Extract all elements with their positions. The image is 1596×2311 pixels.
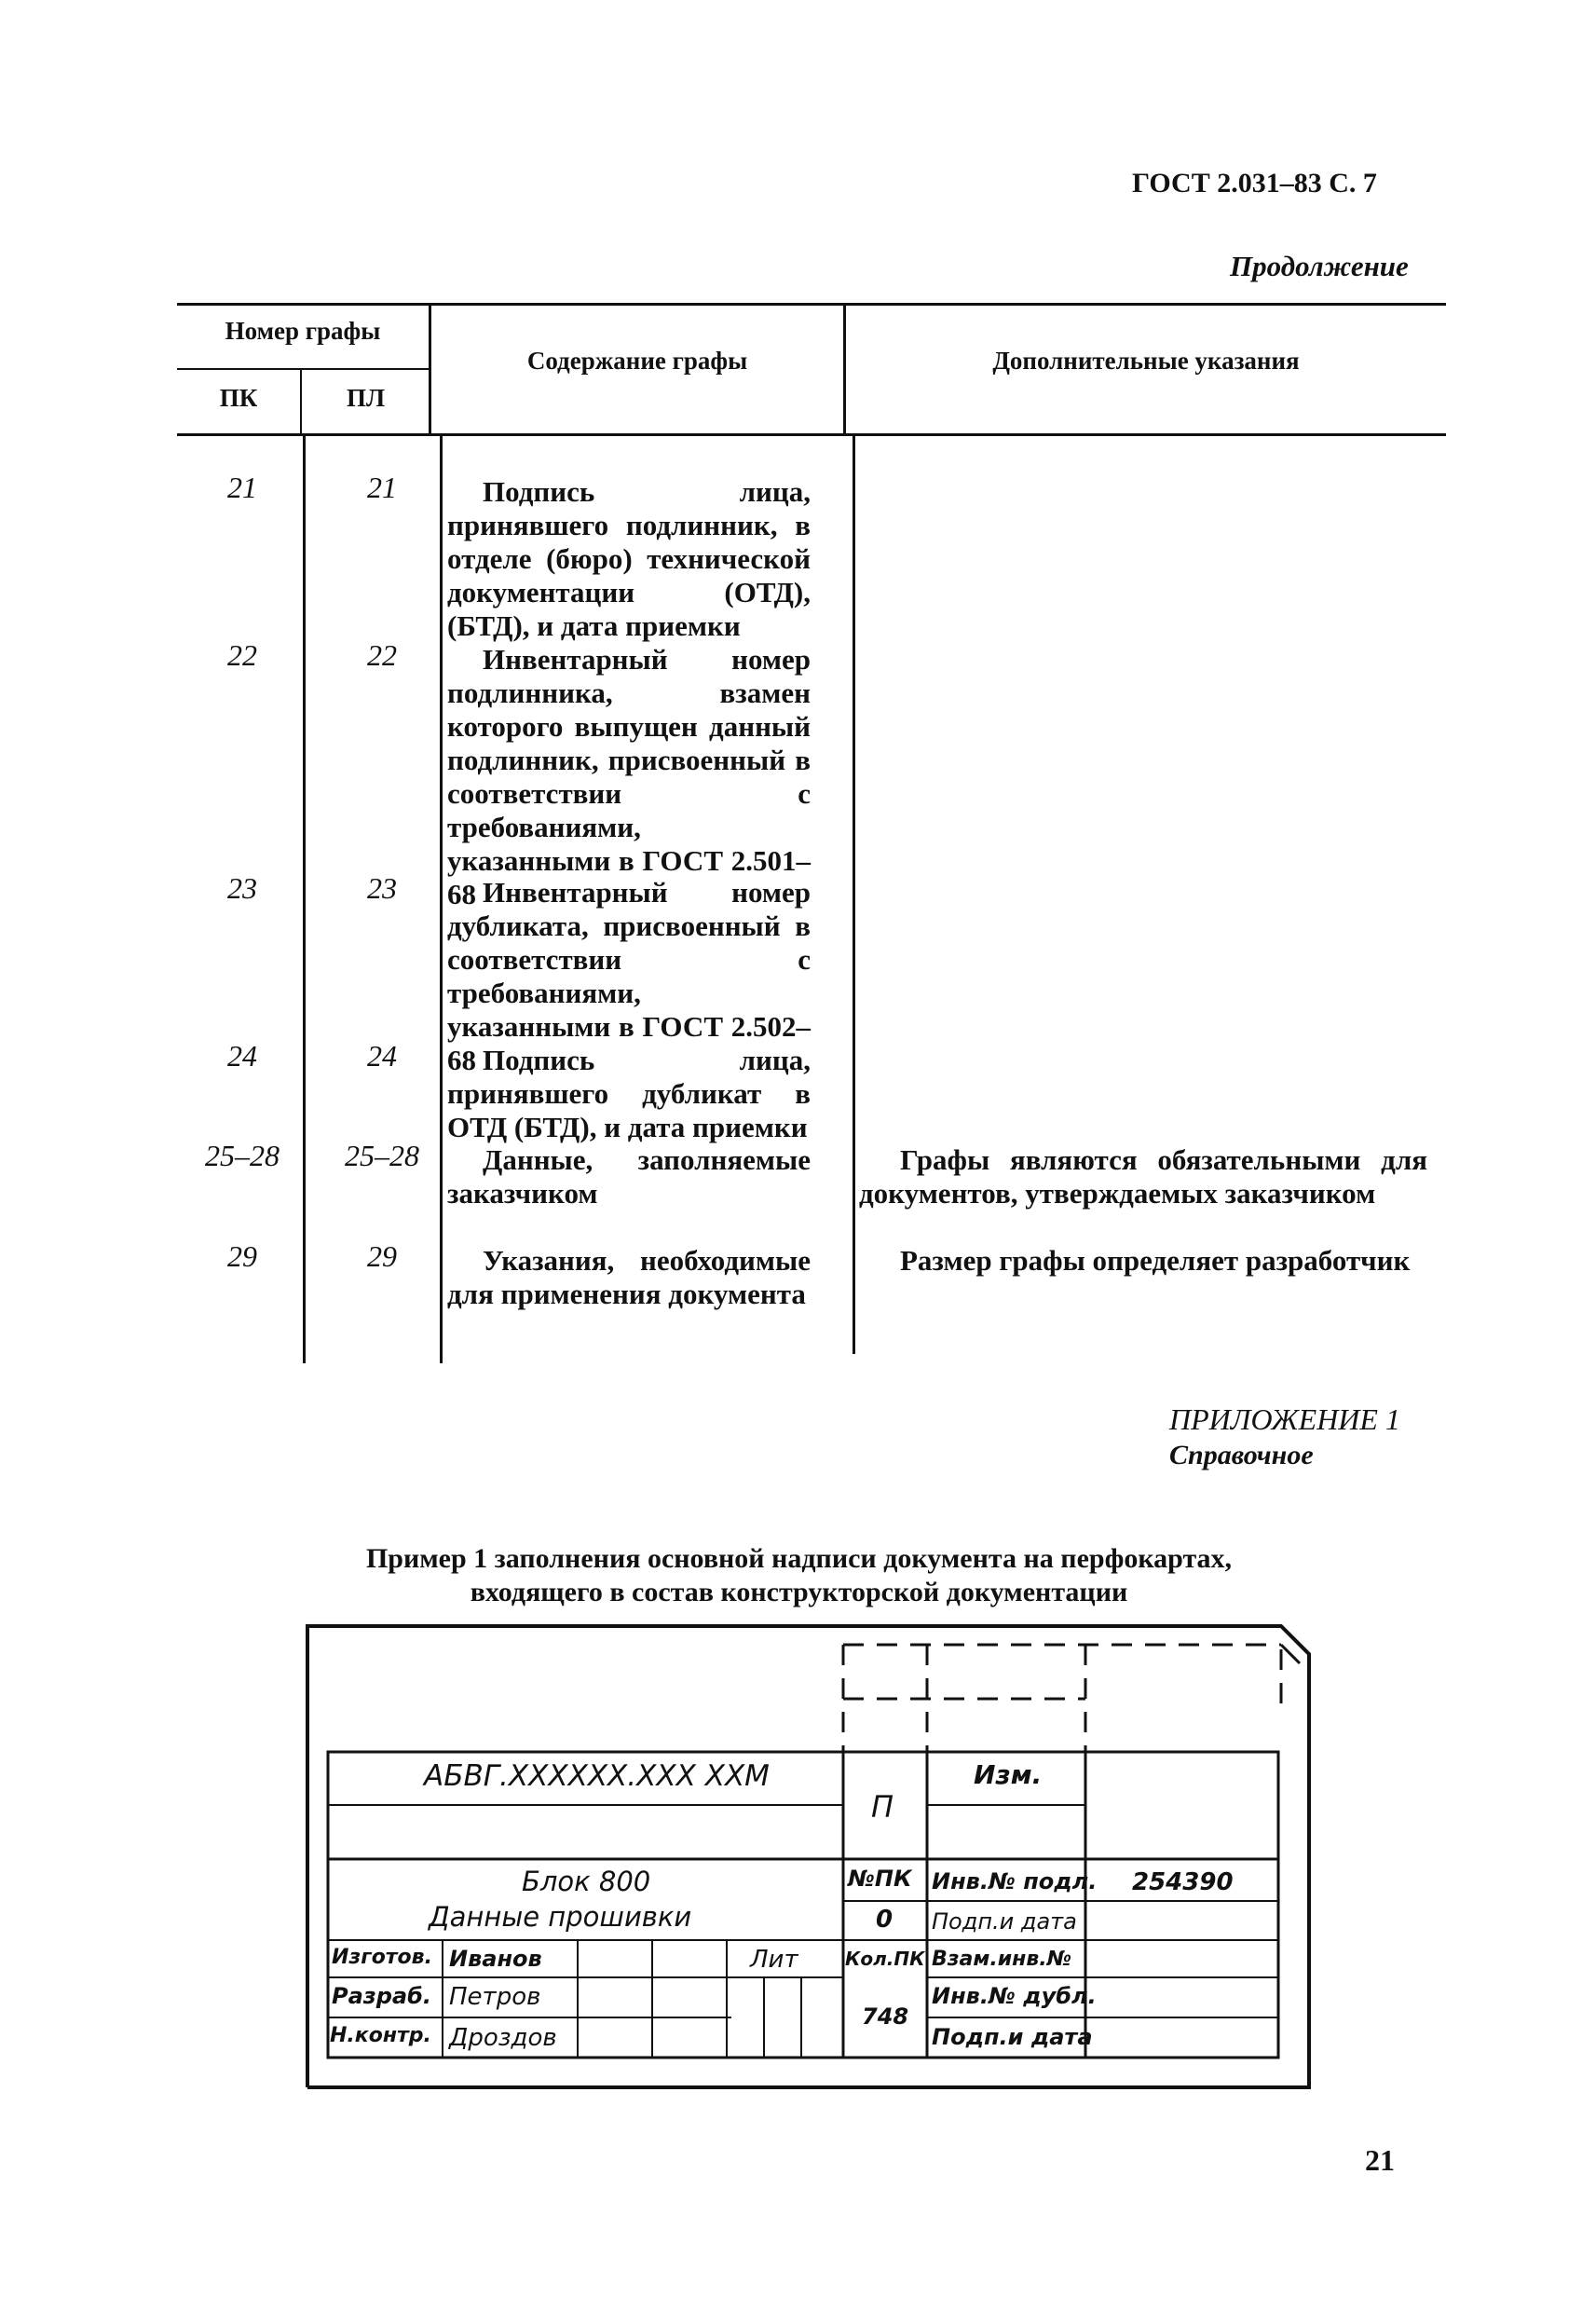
tb-no-pk-value: 0	[876, 1906, 893, 1934]
row-24-pk: 24	[227, 1039, 257, 1073]
header-content: Содержание графы	[526, 347, 748, 375]
row-29-extra: Размер графы определяет разработчик	[900, 1244, 1411, 1277]
row-25-28-content: Данные, заполняемые заказчиком	[447, 1143, 811, 1210]
row-22-pl: 22	[367, 638, 397, 672]
tb-name-line2: Данные прошивки	[429, 1901, 692, 1933]
row-25-28-pl: 25–28	[345, 1139, 419, 1172]
row-24-pl: 24	[367, 1039, 397, 1073]
tb-inv-podl-label: Инв.№ подл.	[932, 1868, 1098, 1894]
header-pk: ПК	[219, 384, 258, 412]
tb-izm: Изм.	[974, 1759, 1043, 1790]
tb-inv-podl-value: 254390	[1132, 1868, 1234, 1896]
tb-designation: АБВГ.XXXXXX.XXX XXМ	[424, 1759, 770, 1793]
row-29-pl: 29	[367, 1239, 397, 1273]
row-21-content: Подпись лица, принявшего подлинник, в отделе (бюро) технической документации (ОТД), (БТД), и дата приемки	[447, 475, 811, 642]
row-25-28-extra: Графы являются обязательными для документов, утверждаемых заказчиком	[859, 1143, 1427, 1210]
header-extra: Дополнительные указания	[992, 347, 1300, 375]
tb-podp-data2-label: Подп.и дата	[932, 2024, 1093, 2050]
tb-podp-data-label: Подп.и дата	[932, 1908, 1077, 1935]
row-23-pk: 23	[227, 871, 257, 905]
row-29-pk: 29	[227, 1239, 257, 1273]
row-22-content: Инвентарный номер подлинника, взамен которого выпущен данный подлинник, присвоенный в соответствии с требованиями, указанными в ГОСТ 2.501–68	[447, 643, 811, 910]
row-21-pk: 21	[227, 471, 257, 504]
row-22-pk: 22	[227, 638, 257, 672]
appendix-subtitle: Справочное	[1169, 1440, 1314, 1470]
header-pl: ПЛ	[346, 384, 386, 412]
document-code: ГОСТ 2.031–83 С. 7	[1132, 168, 1377, 198]
tb-no-pk-label: №ПК	[848, 1866, 912, 1892]
tb-letter-p: П	[871, 1789, 894, 1825]
page-number: 21	[1365, 2143, 1395, 2177]
row-21-pl: 21	[367, 471, 397, 504]
continuation-label: Продолжение	[1230, 250, 1409, 282]
row-29-content: Указания, необходимые для применения документа	[447, 1244, 811, 1310]
row-24-content: Подпись лица, принявшего дубликат в ОТД (БТД), и дата приемки	[447, 1044, 811, 1143]
tb-inv-dubl-label: Инв.№ дубл.	[932, 1983, 1097, 2009]
tb-kol-pk-value: 748	[862, 2003, 909, 2030]
header-group-number: Номер графы	[225, 317, 381, 345]
example-caption-line2: входящего в состав конструкторской документации	[470, 1577, 1128, 1607]
tb-vzam-inv-label: Взам.инв.№	[932, 1948, 1072, 1971]
tb-nkontr-name: Дроздов	[449, 2024, 557, 2052]
tb-izgotov-name: Иванов	[449, 1946, 542, 1972]
tb-nkontr-label: Н.контр.	[330, 2024, 431, 2047]
tb-razrab-label: Разраб.	[332, 1983, 431, 2009]
tb-izgotov-label: Изготов.	[332, 1946, 432, 1969]
row-25-28-pk: 25–28	[205, 1139, 280, 1172]
row-23-content: Инвентарный номер дубликата, присвоенный в соответствии с требованиями, указанными в ГОСТ 2.502–68	[447, 876, 811, 1076]
tb-lit-label: Лит	[750, 1946, 798, 1974]
tb-kol-pk-label: Кол.ПК	[845, 1948, 925, 1970]
tb-razrab-name: Петров	[449, 1983, 541, 2011]
row-23-pl: 23	[367, 871, 397, 905]
example-caption-line1: Пример 1 заполнения основной надписи документа на перфокартах,	[365, 1543, 1233, 1574]
appendix-title: ПРИЛОЖЕНИЕ 1	[1169, 1402, 1400, 1436]
tb-name-line1: Блок 800	[522, 1866, 651, 1897]
